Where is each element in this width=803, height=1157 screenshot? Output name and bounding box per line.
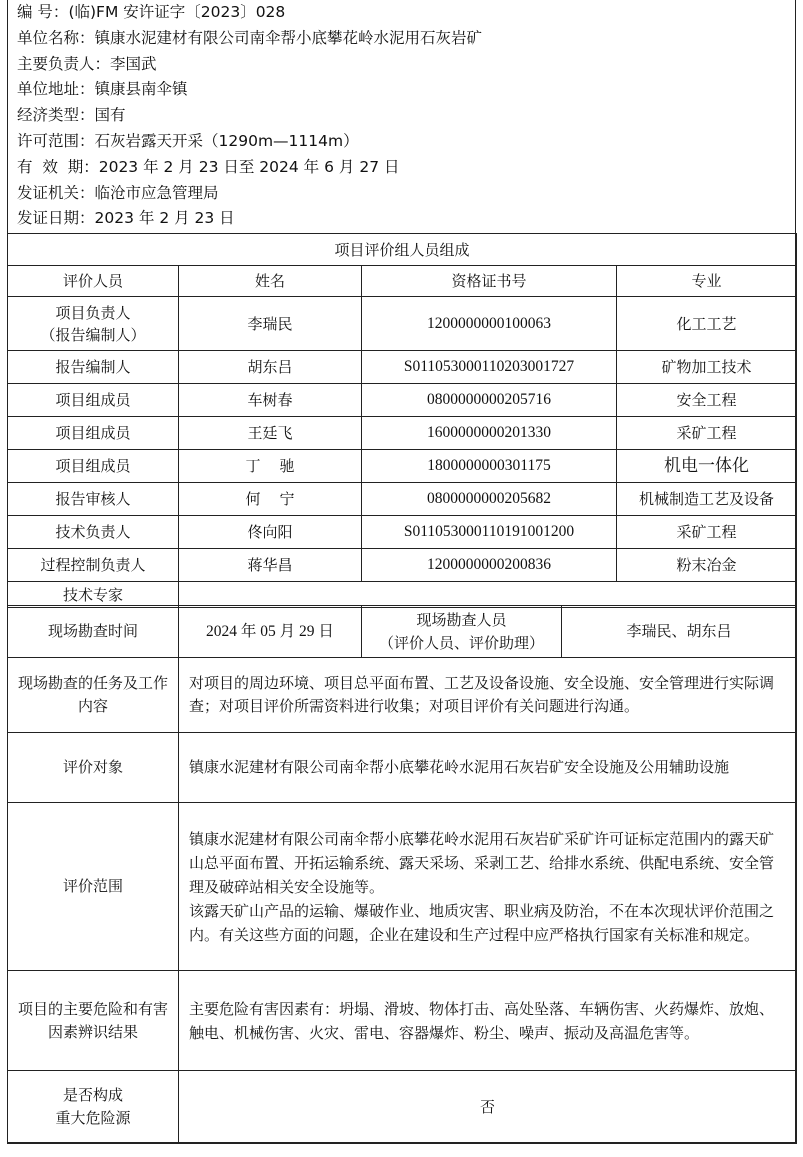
info-economy <box>17 103 787 129</box>
info-issue-date <box>17 206 787 232</box>
expert-value <box>179 582 797 608</box>
info-issue-date-label: 发证日期： <box>17 209 95 228</box>
info-issue-date-value: 2023 年 2 月 23 日 <box>94 209 235 228</box>
role-text-sub: （报告编制人） <box>40 325 146 344</box>
table-row <box>8 384 797 417</box>
eval-object-label: 评价对象 <box>8 733 179 803</box>
survey-task-row <box>8 658 797 733</box>
team-table <box>7 233 797 608</box>
team-title: 项目评价组人员组成 <box>8 234 797 266</box>
role-cell: 项目组成员 <box>8 384 179 417</box>
survey-table <box>7 605 797 1144</box>
role-text: 项目负责人 <box>55 303 131 322</box>
info-unit-value: 镇康水泥建材有限公司南伞帮小底攀花岭水泥用石灰岩矿 <box>94 28 483 47</box>
major-cell: 采矿工程 <box>617 417 797 450</box>
role-cell: 报告编制人 <box>8 351 179 384</box>
eval-range-paragraph-1: 镇康水泥建材有限公司南伞帮小底攀花岭水泥用石灰岩矿采矿许可证标定范围内的露天矿山总平面布置、开拓运输系统、露天采场、采剥工艺、给排水系统、供配电系统、安全管理及破碎站相关安全设施等。 <box>189 829 775 896</box>
major-cell: 粉末冶金 <box>617 549 797 582</box>
cert-cell: 1200000000100063 <box>362 297 617 351</box>
header-major: 专业 <box>617 266 797 297</box>
role-cell: 技术负责人 <box>8 516 179 549</box>
major-cell: 机电一体化 <box>617 450 797 483</box>
header-cert: 资格证书号 <box>362 266 617 297</box>
table-row <box>8 417 797 450</box>
role-cell: 报告审核人 <box>8 483 179 516</box>
info-valid-value: 2023 年 2 月 23 日至 2024 年 6 月 27 日 <box>98 157 400 176</box>
major-cell: 安全工程 <box>617 384 797 417</box>
table-row <box>8 549 797 582</box>
major-cell: 化工工艺 <box>617 297 797 351</box>
name-cell: 蒋华昌 <box>179 549 362 582</box>
hazard-value: 主要危险有害因素有：坍塌、滑坡、物体打击、高处坠落、车辆伤害、火药爆炸、放炮、触电、机械伤害、火灾、雷电、容器爆炸、粉尘、噪声、振动及高温危害等。 <box>179 971 797 1071</box>
info-issuer-label: 发证机关： <box>17 183 95 202</box>
hazard-row <box>8 971 797 1071</box>
info-valid-label: 有 效 期： <box>17 157 99 176</box>
info-number-value: (临)FM 安许证字〔2023〕028 <box>68 3 286 21</box>
info-address <box>17 77 787 103</box>
info-unit-label: 单位名称： <box>17 28 95 47</box>
survey-time-row <box>8 606 797 658</box>
table-row <box>8 516 797 549</box>
survey-staff-label <box>362 606 562 658</box>
team-title-row <box>8 234 797 266</box>
license-info <box>17 0 787 232</box>
info-scope-label: 许可范围： <box>17 131 95 150</box>
info-economy-label: 经济类型： <box>17 106 95 125</box>
survey-task-label: 现场勘查的任务及工作内容 <box>8 658 179 733</box>
team-header-row <box>8 266 797 297</box>
eval-range-row <box>8 803 797 971</box>
eval-range-paragraph-2: 该露天矿山产品的运输、爆破作业、地质灾害、职业病及防治，不在本次现状评价范围之内。有关这些方面的问题，企业在建设和生产过程中应严格执行国家有关标准和规定。 <box>189 901 775 944</box>
eval-range-label: 评价范围 <box>8 803 179 971</box>
role-cell <box>8 297 179 351</box>
eval-object-value: 镇康水泥建材有限公司南伞帮小底攀花岭水泥用石灰岩矿安全设施及公用辅助设施 <box>179 733 797 803</box>
survey-time-label: 现场勘查时间 <box>8 606 179 658</box>
info-head-label: 主要负责人： <box>17 54 111 73</box>
name-cell: 丁 驰 <box>179 450 362 483</box>
table-row <box>8 450 797 483</box>
survey-staff-value: 李瑞民、胡东吕 <box>562 606 797 658</box>
info-scope-value: 石灰岩露天开采（1290m—1114m） <box>94 131 359 150</box>
cert-cell: 1800000000301175 <box>362 450 617 483</box>
survey-staff-label-line1: 现场勘查人员 <box>416 610 507 629</box>
expert-label: 技术专家 <box>8 582 179 608</box>
name-cell: 王廷飞 <box>179 417 362 450</box>
header-name: 姓名 <box>179 266 362 297</box>
name-cell: 车树春 <box>179 384 362 417</box>
info-valid <box>17 155 787 181</box>
survey-time-value: 2024 年 05 月 29 日 <box>179 606 362 658</box>
table-row <box>8 351 797 384</box>
major-hazard-label-line1: 是否构成 <box>62 1086 123 1104</box>
role-cell: 项目组成员 <box>8 450 179 483</box>
info-issuer-value: 临沧市应急管理局 <box>94 183 219 202</box>
major-hazard-value: 否 <box>179 1071 797 1144</box>
info-economy-value: 国有 <box>94 106 126 125</box>
table-row <box>8 297 797 351</box>
name-cell: 何 宁 <box>179 483 362 516</box>
info-number <box>17 0 787 26</box>
info-number-label: 编 号： <box>17 3 69 21</box>
hazard-label: 项目的主要危险和有害因素辨识结果 <box>8 971 179 1071</box>
major-cell: 矿物加工技术 <box>617 351 797 384</box>
name-cell: 佟向阳 <box>179 516 362 549</box>
major-hazard-row <box>8 1071 797 1144</box>
info-head <box>17 52 787 78</box>
info-address-label: 单位地址： <box>17 80 95 99</box>
survey-task-value: 对项目的周边环境、项目总平面布置、工艺及设备设施、安全设施、安全管理进行实际调查；对项目评价所需资料进行收集；对项目评价有关问题进行沟通。 <box>179 658 797 733</box>
major-hazard-label <box>8 1071 179 1144</box>
major-cell: 机械制造工艺及设备 <box>617 483 797 516</box>
info-address-value: 镇康县南伞镇 <box>94 80 188 99</box>
cert-cell: 1600000000201330 <box>362 417 617 450</box>
role-cell: 项目组成员 <box>8 417 179 450</box>
cert-cell: 1200000000200836 <box>362 549 617 582</box>
cert-cell: 0800000000205682 <box>362 483 617 516</box>
name-cell: 胡东吕 <box>179 351 362 384</box>
name-cell: 李瑞民 <box>179 297 362 351</box>
cert-cell: S011053000110191001200 <box>362 516 617 549</box>
info-unit <box>17 26 787 52</box>
cert-cell: 0800000000205716 <box>362 384 617 417</box>
info-issuer <box>17 181 787 207</box>
table-row <box>8 483 797 516</box>
header-role: 评价人员 <box>8 266 179 297</box>
eval-range-value <box>179 803 797 971</box>
role-cell: 过程控制负责人 <box>8 549 179 582</box>
major-hazard-label-line2: 重大危险源 <box>55 1109 131 1127</box>
info-head-value: 李国武 <box>110 54 157 73</box>
survey-staff-label-line2: （评价人员、评价助理） <box>378 633 544 652</box>
info-scope <box>17 129 787 155</box>
cert-cell: S011053000110203001727 <box>362 351 617 384</box>
eval-object-row <box>8 733 797 803</box>
expert-row <box>8 582 797 608</box>
major-cell: 采矿工程 <box>617 516 797 549</box>
